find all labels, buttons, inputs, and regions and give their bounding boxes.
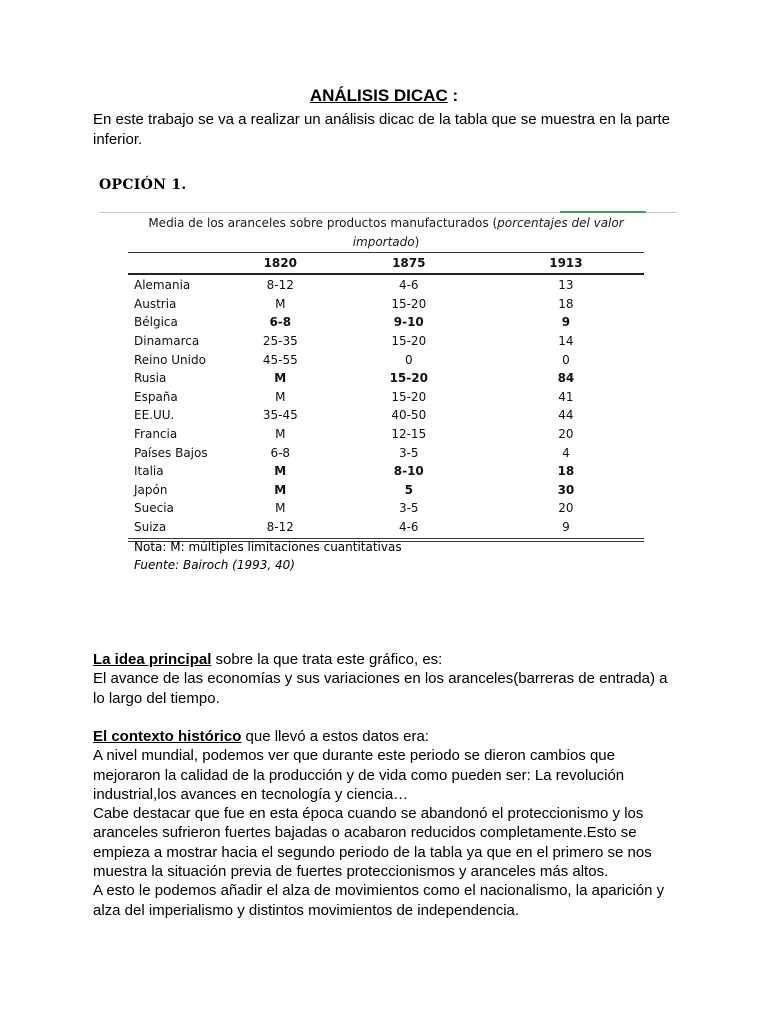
value-1875-cell: 3-5: [398, 501, 419, 516]
country-cell: Bélgica: [134, 315, 178, 330]
table-row: [128, 388, 644, 407]
table-caption: [128, 214, 644, 252]
context-paragraph-3: A esto le podemos añadir el alza de movimientos como el nacionalismo, la aparición y alza del imperialismo y distintos movimientos de independencia.: [93, 882, 665, 919]
table-caption-close: ): [414, 235, 420, 249]
context-section: [93, 727, 683, 920]
table-row: [128, 425, 644, 444]
value-1875-cell: 0: [404, 352, 413, 367]
value-1913-cell: 18: [558, 296, 574, 311]
header-cell-1875: 1875: [392, 256, 426, 270]
value-1913-cell: 84: [557, 371, 575, 386]
value-1875-cell: 8-10: [393, 464, 424, 479]
value-1820-cell: 8-12: [266, 278, 294, 293]
page-title-colon: :: [447, 86, 459, 105]
value-1913-cell: 13: [558, 278, 574, 293]
value-1913-cell: 14: [558, 334, 574, 349]
table-caption-plain: Media de los aranceles sobre productos manufacturados (: [148, 216, 498, 230]
context-paragraph-1: A nivel mundial, podemos ver que durante este periodo se dieron cambios que mejoraron la calidad de la producción y de vida como pueden ser: La revolución industrial,los avances en tecnología y ciencia…: [93, 747, 625, 803]
value-1820-cell: 6-8: [270, 445, 291, 460]
value-1913-cell: 20: [558, 501, 574, 516]
country-cell: Reino Unido: [134, 352, 206, 367]
value-1913-cell: 9: [562, 520, 570, 535]
context-heading-line: [93, 727, 683, 746]
value-1875-cell: 12-15: [391, 427, 427, 442]
country-cell: Países Bajos: [134, 445, 208, 460]
value-1913-cell: 0: [562, 352, 570, 367]
page-title: [0, 86, 768, 106]
value-1820-cell: M: [274, 482, 287, 497]
context-paragraph-2: Cabe destacar que fue en esta época cuando se abandonó el proteccionismo y los aranceles sufrieron fuertes bajadas o acabaron reducidos completamente.Esto se empieza a mostrar hacia el segundo periodo de la tabla ya que en el primero se nos muestra la situación previa de fuertes proteccionismos y aranceles más altos.: [93, 805, 652, 881]
table-notes: [134, 538, 402, 574]
table-row: [128, 313, 644, 332]
intro-paragraph: En este trabajo se va a realizar un análisis dicac de la tabla que se muestra en la parte inferior.: [93, 111, 671, 148]
value-1913-cell: 44: [558, 408, 574, 423]
value-1820-cell: M: [275, 389, 286, 404]
value-1875-cell: 5: [404, 482, 413, 497]
table-note: Nota: M: múltiples limitaciones cuantitativas: [134, 540, 402, 554]
value-1913-cell: 41: [558, 389, 574, 404]
tariff-table: [128, 252, 644, 542]
table-header-row: [128, 252, 644, 275]
table-source: Fuente: Bairoch (1993, 40): [134, 558, 295, 572]
table-row: [128, 406, 644, 425]
value-1820-cell: M: [275, 296, 286, 311]
value-1875-cell: 40-50: [391, 408, 427, 423]
table-row: [128, 276, 644, 295]
value-1913-cell: 18: [557, 464, 575, 479]
idea-heading: La idea principal: [93, 651, 212, 668]
green-rule-mark: [560, 211, 646, 213]
table-row: [128, 518, 644, 537]
country-cell: Rusia: [134, 371, 167, 386]
value-1820-cell: 45-55: [262, 352, 298, 367]
table-row: [128, 462, 644, 481]
country-cell: Suiza: [134, 520, 167, 535]
value-1875-cell: 15-20: [391, 334, 427, 349]
country-cell: Dinamarca: [134, 334, 200, 349]
value-1875-cell: 3-5: [398, 445, 419, 460]
value-1913-cell: 30: [557, 482, 575, 497]
table-row: [128, 499, 644, 518]
table-body: [128, 275, 644, 536]
value-1820-cell: M: [274, 371, 287, 386]
context-heading-rest: que llevó a estos datos era:: [241, 728, 429, 745]
value-1820-cell: M: [275, 501, 286, 516]
value-1875-cell: 4-6: [398, 278, 419, 293]
table-row: [128, 295, 644, 314]
value-1820-cell: 6-8: [269, 315, 292, 330]
value-1820-cell: 8-12: [266, 520, 294, 535]
country-cell: Austria: [134, 296, 177, 311]
table-row: [128, 332, 644, 351]
country-cell: EE.UU.: [134, 408, 175, 423]
value-1875-cell: 4-6: [398, 520, 419, 535]
country-cell: Suecia: [134, 501, 174, 516]
value-1820-cell: M: [274, 464, 287, 479]
header-cell-1820: 1820: [263, 256, 297, 270]
table-caption-italic: porcentajes del valor importado: [352, 216, 624, 249]
country-cell: España: [134, 389, 178, 404]
idea-heading-line: [93, 650, 683, 669]
header-cell-1913: 1913: [549, 256, 583, 270]
value-1875-cell: 9-10: [393, 315, 424, 330]
value-1875-cell: 15-20: [391, 296, 427, 311]
country-cell: Francia: [134, 427, 178, 442]
value-1913-cell: 9: [561, 315, 571, 330]
value-1913-cell: 4: [562, 445, 570, 460]
table-row: [128, 443, 644, 462]
value-1875-cell: 15-20: [389, 371, 428, 386]
idea-section: [93, 650, 683, 708]
country-cell: Japón: [134, 482, 168, 497]
idea-heading-rest: sobre la que trata este gráfico, es:: [211, 651, 443, 668]
value-1875-cell: 15-20: [391, 389, 427, 404]
idea-body: El avance de las economías y sus variaciones en los aranceles(barreras de entrada) a lo largo del tiempo.: [93, 670, 668, 707]
table-row: [128, 350, 644, 369]
country-cell: Italia: [134, 464, 164, 479]
table-row: [128, 369, 644, 388]
value-1913-cell: 20: [558, 427, 574, 442]
page-title-text: ANÁLISIS DICAC: [309, 86, 448, 105]
country-cell: Alemania: [134, 278, 191, 293]
context-heading: El contexto histórico: [93, 728, 242, 745]
option-label: OPCIÓN 1.: [99, 177, 187, 193]
table-row: [128, 481, 644, 500]
value-1820-cell: 35-45: [262, 408, 298, 423]
value-1820-cell: M: [275, 427, 286, 442]
value-1820-cell: 25-35: [262, 334, 298, 349]
